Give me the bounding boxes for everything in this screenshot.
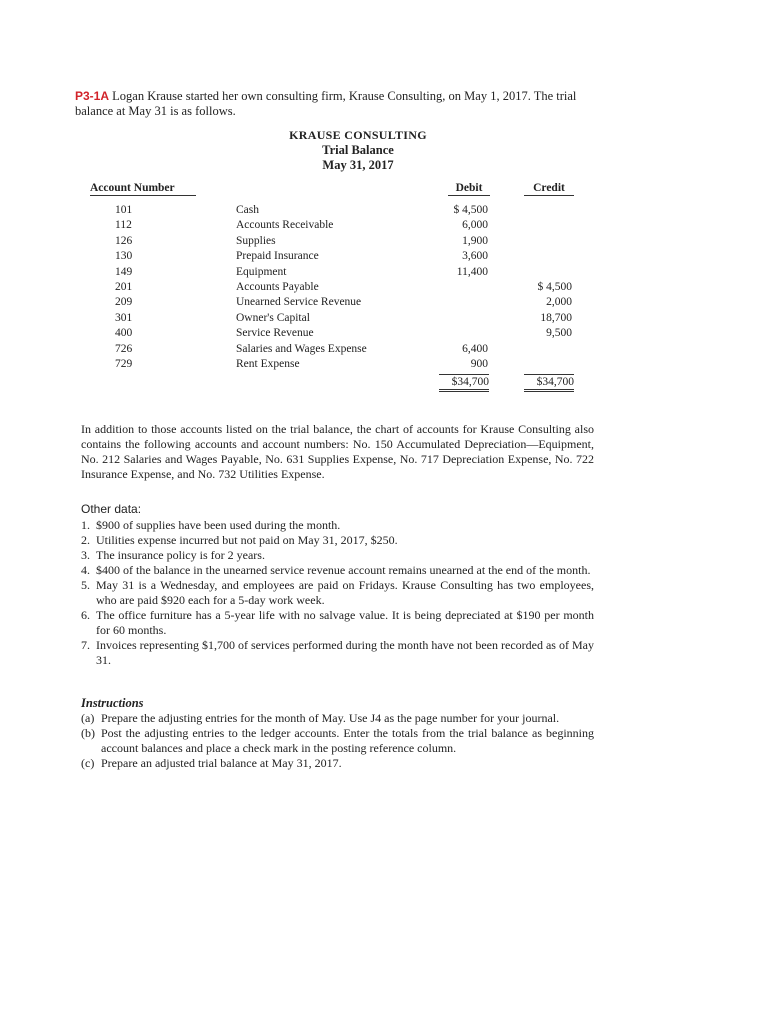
list-item-text: The office furniture has a 5-year life with no salvage value. It is being depreciated at $190 per month for 60 months. [96, 608, 594, 637]
list-item-text: The insurance policy is for 2 years. [96, 548, 265, 562]
list-item [81, 638, 594, 668]
table-row [0, 249, 768, 264]
list-marker: 6. [81, 608, 90, 622]
list-item-text: $900 of supplies have been used during the month. [96, 518, 341, 532]
account-number: 130 [115, 250, 133, 263]
other-data-list [81, 518, 594, 668]
account-name: Supplies [236, 234, 276, 247]
account-number: 112 [115, 219, 132, 232]
list-marker: 2. [81, 533, 90, 547]
list-item [81, 563, 594, 578]
list-item [81, 548, 594, 563]
account-number: 729 [115, 357, 133, 370]
list-item-text: Prepare the adjusting entries for the month of May. Use J4 as the page number for your journal. [101, 711, 560, 725]
instructions-list [81, 711, 594, 771]
table-row [0, 295, 768, 310]
list-marker: 1. [81, 518, 90, 532]
credit-amount: $ 4,500 [537, 280, 572, 293]
other-data-title: Other data: [81, 502, 142, 516]
list-item-text: May 31 is a Wednesday, and employees are paid on Fridays. Krause Consulting has two employees, who are paid $920 each for a 5-day work week. [96, 578, 594, 607]
credit-amount: 2,000 [546, 296, 572, 309]
debit-amount: $ 4,500 [453, 204, 488, 216]
table-row [0, 280, 768, 295]
account-name: Owner's Capital [236, 311, 310, 324]
account-name: Equipment [236, 265, 287, 278]
credit-header: Credit [524, 182, 574, 196]
account-name: Salaries and Wages Expense [236, 342, 367, 355]
list-marker: 4. [81, 563, 90, 577]
list-marker: 5. [81, 578, 90, 592]
problem-intro-text: Logan Krause started her own consulting firm, Krause Consulting, on May 1, 2017. The trial balance at May 31 is as follows. [75, 89, 577, 118]
debit-amount: 1,900 [462, 234, 488, 247]
account-number: 101 [115, 204, 133, 216]
debit-amount: 6,400 [462, 342, 488, 355]
total-debit: $34,700 [439, 374, 489, 392]
instruction-item [81, 711, 594, 726]
list-marker: (a) [81, 711, 95, 725]
table-row [0, 342, 768, 357]
debit-amount: 6,000 [462, 219, 488, 232]
problem-intro [75, 89, 605, 119]
credit-amount: 9,500 [546, 327, 572, 340]
table-row [0, 218, 768, 233]
problem-code: P3-1A [75, 89, 110, 103]
list-item-text: Invoices representing $1,700 of services performed during the month have not been recorded as of May 31. [96, 638, 594, 667]
company-name: KRAUSE CONSULTING [289, 128, 427, 142]
debit-amount: 900 [470, 357, 488, 370]
table-row [0, 234, 768, 249]
trial-balance-totals [0, 374, 768, 394]
account-number: 301 [115, 311, 133, 324]
account-name: Accounts Payable [236, 280, 319, 293]
trial-balance-heading [0, 128, 768, 173]
debit-amount: 3,600 [462, 250, 488, 263]
list-item-text: Post the adjusting entries to the ledger accounts. Enter the totals from the trial balance as beginning account balances and place a check mark in the posting reference column. [101, 726, 594, 755]
list-item [81, 608, 594, 638]
list-item [81, 518, 594, 533]
list-item [81, 533, 594, 548]
list-marker: (b) [81, 726, 95, 740]
chart-of-accounts-paragraph: In addition to those accounts listed on the trial balance, the chart of accounts for Krause Consulting also contains the following accounts and account numbers: No. 150 Accumulated Depreciation—Equipment, No. 212 Salaries and Wages Payable, No. 631 Supplies Expense, No. 717 Depreciation Expense, No. 722 Insurance Expense, and No. 732 Utilities Expense. [81, 422, 594, 481]
account-name: Service Revenue [236, 327, 314, 340]
debit-amount: 11,400 [456, 265, 488, 278]
account-number-header: Account Number [90, 182, 196, 196]
table-row [0, 357, 768, 372]
account-number: 726 [115, 342, 133, 355]
table-row [0, 326, 768, 341]
account-number: 201 [115, 280, 133, 293]
statement-date: May 31, 2017 [322, 158, 394, 172]
statement-title: Trial Balance [322, 143, 394, 157]
list-item [81, 578, 594, 608]
list-marker: 7. [81, 638, 90, 652]
list-marker: (c) [81, 756, 95, 770]
instruction-item [81, 726, 594, 756]
account-name: Unearned Service Revenue [236, 296, 362, 309]
total-credit: $34,700 [524, 374, 574, 392]
account-name: Prepaid Insurance [236, 250, 319, 263]
account-name: Accounts Receivable [236, 219, 334, 232]
table-row [0, 203, 768, 218]
list-item-text: Utilities expense incurred but not paid on May 31, 2017, $250. [96, 533, 398, 547]
account-number: 126 [115, 234, 133, 247]
account-name: Cash [236, 204, 259, 216]
list-marker: 3. [81, 548, 90, 562]
account-name: Rent Expense [236, 357, 300, 370]
account-number: 209 [115, 296, 133, 309]
table-row [0, 311, 768, 326]
trial-balance-rows [0, 203, 768, 372]
debit-header: Debit [448, 182, 490, 196]
list-item-text: Prepare an adjusted trial balance at May 31, 2017. [101, 756, 342, 770]
account-number: 400 [115, 327, 133, 340]
instructions-title: Instructions [81, 696, 144, 710]
table-row [0, 265, 768, 280]
credit-amount: 18,700 [540, 311, 572, 324]
instruction-item [81, 756, 594, 771]
account-number: 149 [115, 265, 133, 278]
list-item-text: $400 of the balance in the unearned service revenue account remains unearned at the end of the month. [96, 563, 591, 577]
